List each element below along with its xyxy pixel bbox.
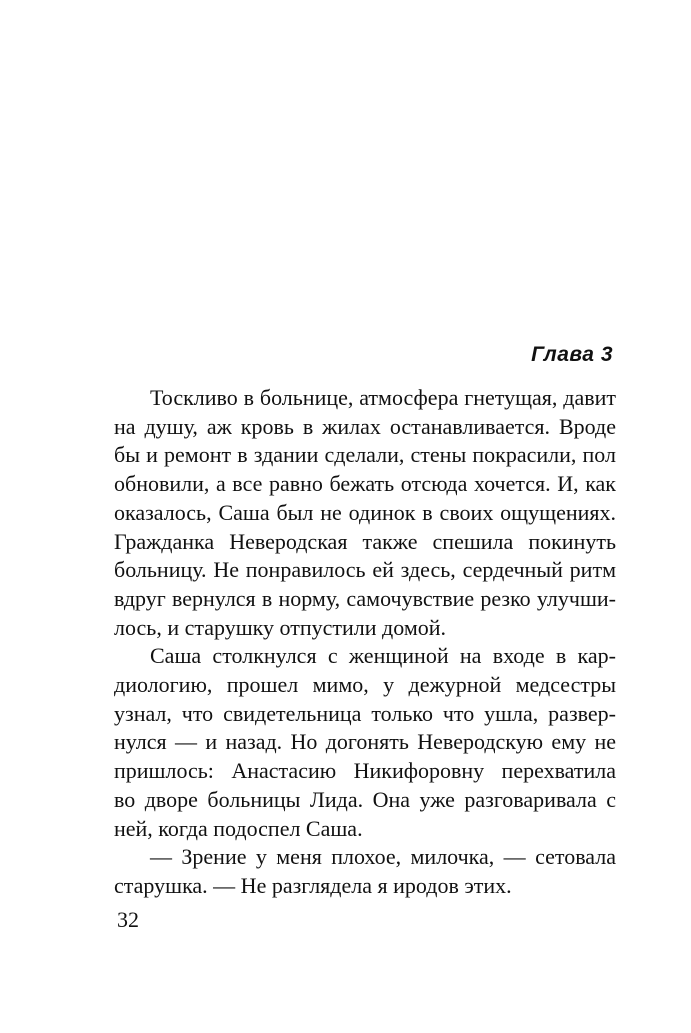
- text-line: Тоскливо в больнице, атмосфера гнетущая, давит: [150, 385, 616, 410]
- text-line: на душу, аж кровь в жилах останавливается. Вроде: [114, 413, 616, 439]
- paragraph-3: [114, 843, 616, 900]
- text-line: оказалось, Саша был не одинок в своих ощущениях.: [114, 499, 616, 525]
- text-line: Гражданка Неверодская также спешила покинуть: [114, 528, 616, 554]
- chapter-title: Глава 3: [531, 343, 613, 366]
- text-line: Саша столкнулся с женщиной на входе в кар-: [150, 643, 616, 669]
- text-line: больницу. Не понравилось ей здесь, сердечный ритм: [114, 557, 616, 583]
- text-line: ней, когда подоспел Саша.: [114, 815, 363, 841]
- text-line: вдруг вернулся в норму, самочувствие резко улучши-: [114, 585, 616, 611]
- text-line: лось, и старушку отпустили домой.: [114, 614, 447, 640]
- text-line: нулся — и назад. Но догонять Неверодскую ему не: [114, 729, 616, 755]
- text-line: старушка. — Не разглядела я иродов этих.: [114, 872, 512, 898]
- page-number: 32: [117, 907, 139, 932]
- body-text: [114, 384, 616, 901]
- text-line: диологию, прошел мимо, у дежурной медсестры: [114, 672, 616, 698]
- text-line: обновили, а все равно бежать отсюда хочется. И, как: [114, 471, 616, 497]
- text-line: во дворе больницы Лида. Она уже разговаривала с: [114, 786, 616, 812]
- text-line: — Зрение у меня плохое, милочка, — сетовала: [150, 844, 616, 870]
- paragraph-1: [114, 384, 616, 642]
- text-line: узнал, что свидетельница только что ушла, развер-: [114, 700, 616, 726]
- text-line: пришлось: Анастасию Никифоровну перехватила: [114, 758, 616, 784]
- paragraph-2: [114, 642, 616, 843]
- text-line: бы и ремонт в здании сделали, стены покрасили, пол: [114, 442, 616, 468]
